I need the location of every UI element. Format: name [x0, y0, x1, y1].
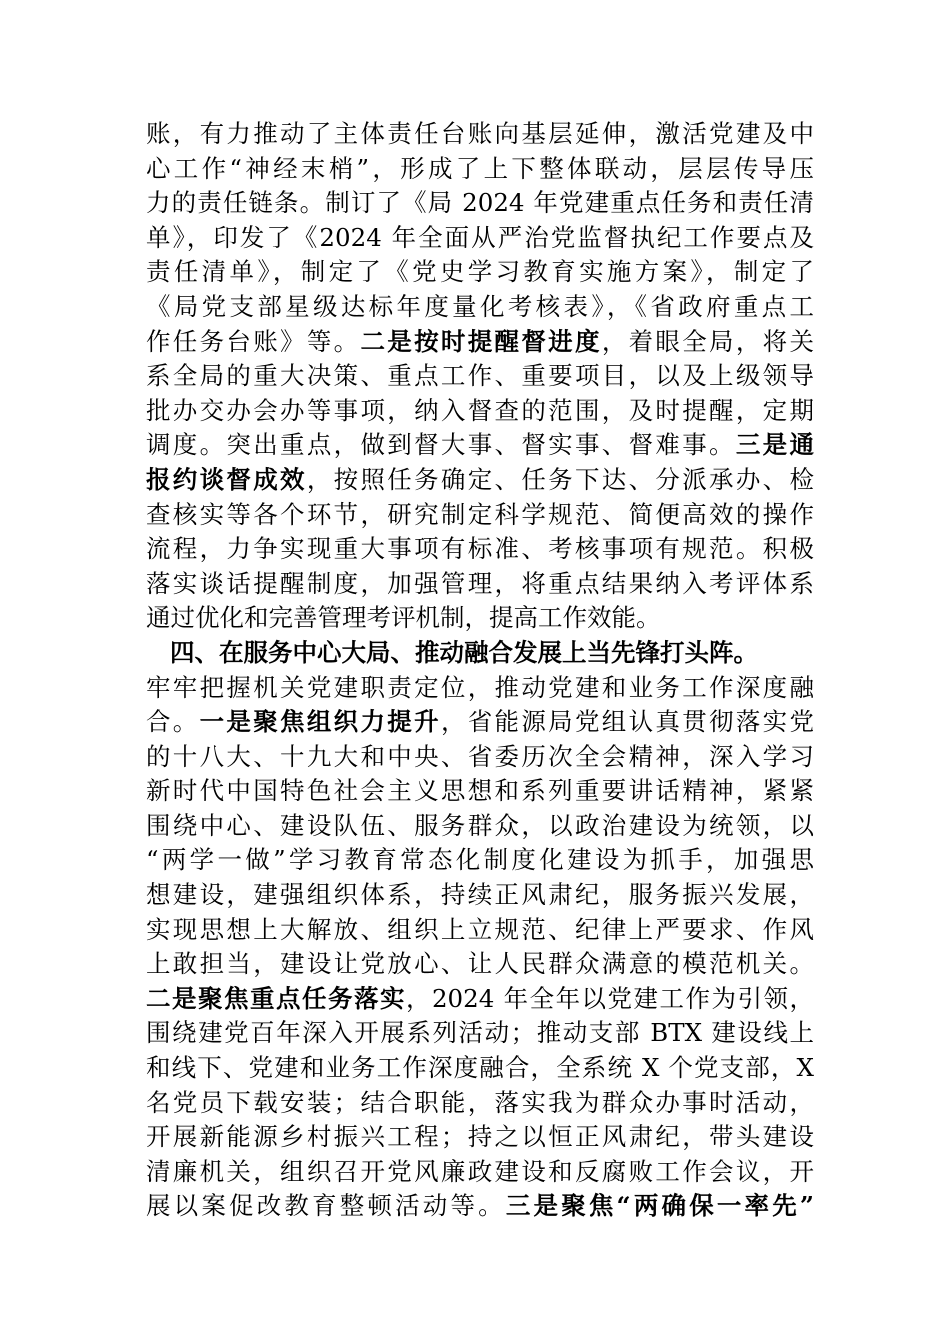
text-segment: 的十八大、十九大和中央、省委历次全会精神，深入学习	[146, 741, 814, 771]
text-segment: 单》，印发了《2024 年全面从严治党监督执纪工作要点及	[146, 222, 814, 252]
text-segment: 新时代中国特色社会主义思想和系列重要讲话精神，紧紧	[146, 776, 814, 806]
text-segment: “两学一做”学习教育常态化制度化建设为抓手，加强思	[146, 845, 814, 875]
text-line	[146, 463, 814, 498]
text-segment: 作任务台账》等。	[146, 326, 361, 356]
bold-text-segment: 三是通	[735, 430, 814, 460]
text-line	[146, 532, 814, 567]
text-segment: 《局党支部星级达标年度量化考核表》，《省政府重点工	[146, 291, 814, 321]
text-line	[146, 1189, 814, 1224]
text-line	[146, 152, 814, 187]
text-line	[146, 325, 814, 360]
text-segment: 围绕建党百年深入开展系列活动；推动支部 BTX 建设线上	[146, 1018, 814, 1048]
text-line	[146, 1016, 814, 1051]
text-line	[146, 671, 814, 706]
text-segment: 流程，力争实现重大事项有标准、考核事项有规范。积极	[146, 534, 814, 564]
text-segment: 想建设，建强组织体系，持续正风肃纪，服务振兴发展，	[146, 880, 814, 910]
text-segment: 批办交办会办等事项，纳入督查的范围，及时提醒，定期	[146, 395, 814, 425]
bold-text-segment: 一是聚焦组织力提升	[199, 707, 441, 737]
text-line	[146, 428, 814, 463]
text-segment: 通过优化和完善管理考评机制，提高工作效能。	[146, 603, 661, 633]
text-line	[146, 255, 814, 290]
text-line	[146, 774, 814, 809]
text-line	[146, 947, 814, 982]
text-line	[146, 878, 814, 913]
text-segment: 合。	[146, 707, 200, 737]
text-segment: 力的责任链条。制订了《局 2024 年党建重点任务和责任清	[146, 188, 814, 218]
text-line	[146, 705, 814, 740]
text-segment: 实现思想上大解放、组织上立规范、纪律上严要求、作风	[146, 914, 814, 944]
text-segment: 落实谈话提醒制度，加强管理，将重点结果纳入考评体系	[146, 568, 814, 598]
bold-text-segment: 报约谈督成效	[146, 464, 307, 494]
text-line	[146, 1155, 814, 1190]
text-segment: 责任清单》，制定了《党史学习教育实施方案》，制定了	[146, 257, 814, 287]
text-line	[146, 498, 814, 533]
text-line	[146, 186, 814, 221]
text-line	[146, 809, 814, 844]
bold-text-segment: 二是按时提醒督进度	[360, 326, 602, 356]
text-line	[146, 913, 814, 948]
text-line	[146, 567, 814, 602]
text-segment: 清廉机关，组织召开党风廉政建设和反腐败工作会议，开	[146, 1156, 814, 1186]
text-segment: 展以案促改教育整顿活动等。	[146, 1191, 506, 1221]
bold-text-segment: 二是聚焦重点任务落实	[146, 983, 406, 1013]
bold-text-segment: 四、在服务中心大局、推动融合发展上当先锋打头阵。	[170, 637, 758, 667]
text-line	[146, 359, 814, 394]
text-line	[146, 221, 814, 256]
text-segment: 开展新能源乡村振兴工程；持之以恒正风肃纪，带头建设	[146, 1122, 814, 1152]
bold-text-segment: 三是聚焦“两确保一率先”	[505, 1191, 815, 1221]
text-segment: 查核实等各个环节，研究制定科学规范、简便高效的操作	[146, 499, 814, 529]
text-segment: ，着眼全局，将关	[601, 326, 814, 356]
text-segment: 心工作“神经末梢”，形成了上下整体联动，层层传导压	[146, 153, 814, 183]
text-line	[146, 982, 814, 1017]
text-segment: 系全局的重大决策、重点工作、重要项目，以及上级领导	[146, 361, 814, 391]
text-line	[146, 1051, 814, 1086]
text-segment: 调度。突出重点，做到督大事、督实事、督难事。	[146, 430, 736, 460]
text-line	[146, 843, 814, 878]
text-line	[146, 290, 814, 325]
text-line	[146, 394, 814, 429]
text-line	[146, 636, 814, 671]
text-line	[146, 740, 814, 775]
text-segment: 名党员下载安装；结合职能，落实我为群众办事时活动，	[146, 1087, 814, 1117]
body-text	[146, 117, 814, 1224]
text-segment: 上敢担当，建设让党放心、让人民群众满意的模范机关。	[146, 949, 814, 979]
text-line	[146, 117, 814, 152]
text-segment: 账，有力推动了主体责任台账向基层延伸，激活党建及中	[146, 119, 814, 148]
text-segment: ，省能源局党组认真贯彻落实党	[440, 707, 814, 737]
text-line	[146, 1086, 814, 1121]
text-segment: ，2024 年全年以党建工作为引领，	[405, 983, 815, 1013]
text-line	[146, 601, 814, 636]
text-segment: 和线下、党建和业务工作深度融合，全系统 X 个党支部，X	[146, 1053, 814, 1083]
text-line	[146, 1120, 814, 1155]
text-segment: ，按照任务确定、任务下达、分派承办、检	[306, 464, 814, 494]
text-segment: 围绕中心、建设队伍、服务群众，以政治建设为统领，以	[146, 810, 814, 840]
text-segment: 牢牢把握机关党建职责定位，推动党建和业务工作深度融	[146, 672, 814, 702]
